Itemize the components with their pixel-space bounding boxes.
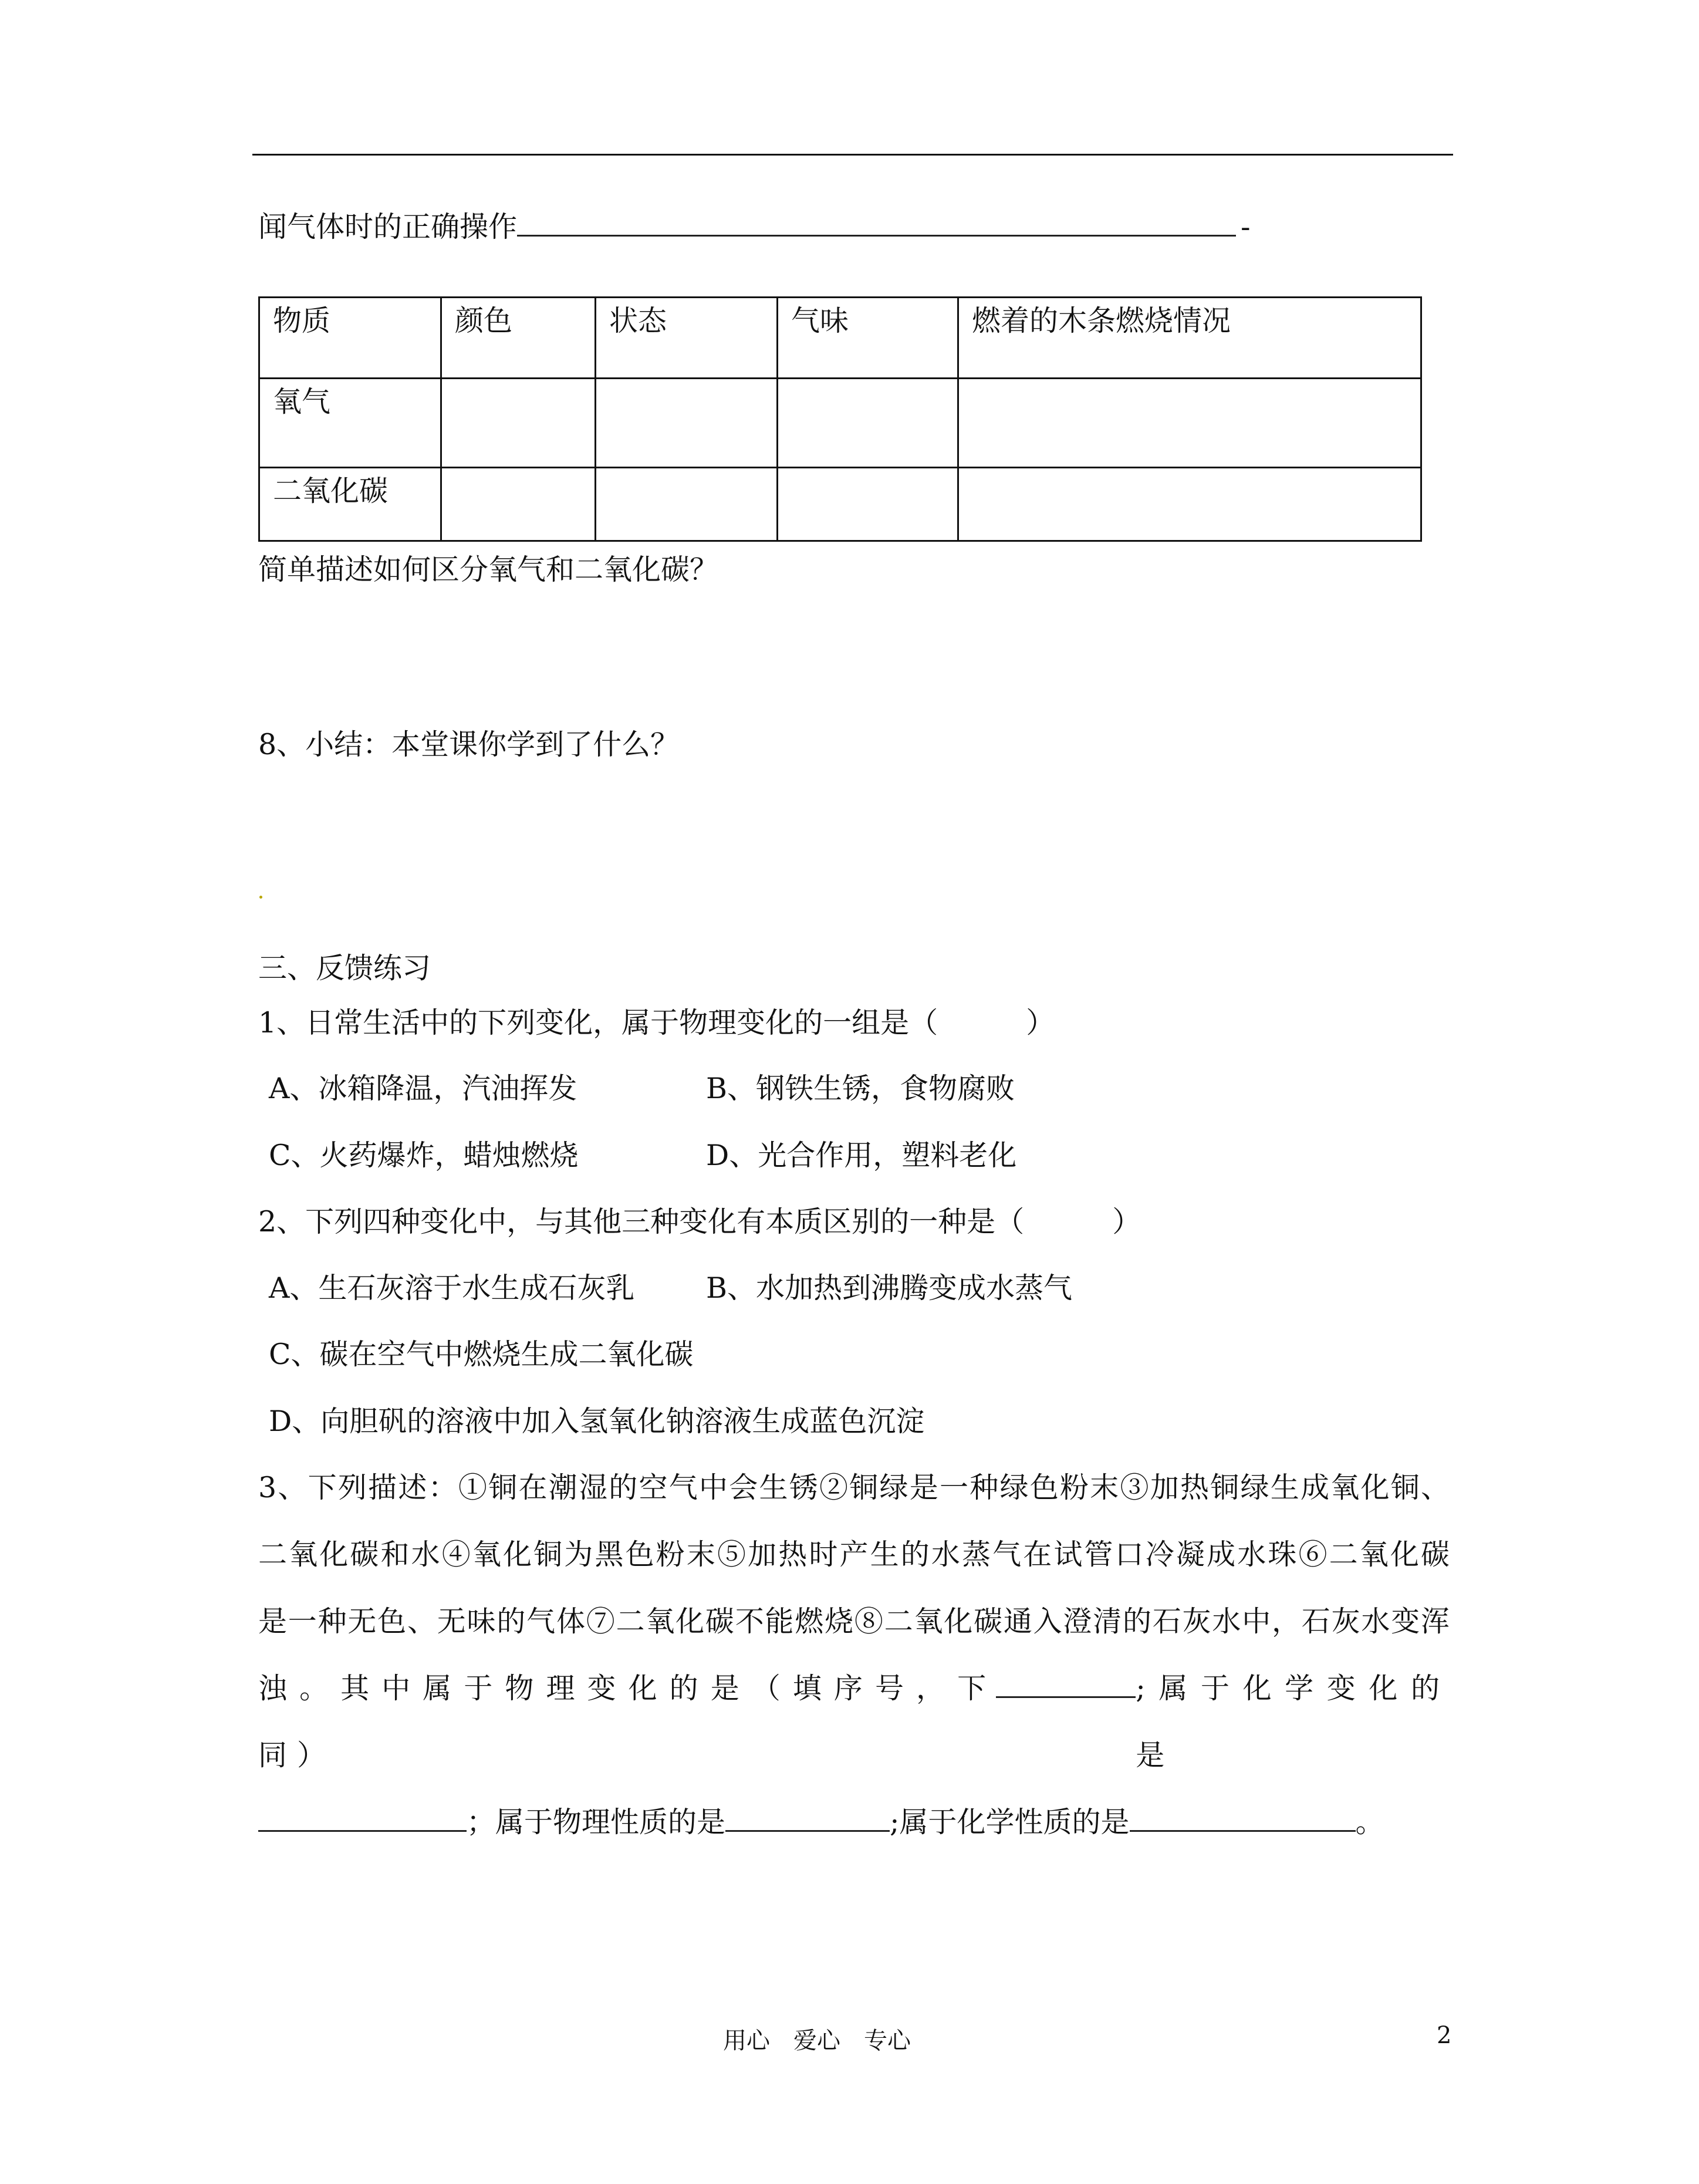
question-3-line (258, 1655, 1450, 1789)
question-3-text: ；属于物理性质的是 (467, 1805, 726, 1839)
question-3-line (258, 1789, 1450, 1856)
question-3 (258, 1454, 1450, 1856)
table-cell[interactable] (958, 468, 1421, 541)
table-header-row (259, 298, 1421, 379)
question-3-line: 3、下列描述：①铜在潮湿的空气中会生锈②铜绿是一种绿色粉末③加热铜绿生成氧化铜、 (258, 1471, 1450, 1504)
option: A、生石灰溶于水生成石灰乳 (269, 1271, 635, 1305)
table-cell[interactable] (441, 468, 596, 541)
table-cell: 氧气 (259, 379, 441, 468)
answer-blank-chemical-change[interactable] (258, 1807, 467, 1832)
page-number: 2 (1437, 2022, 1452, 2049)
question-1-stem (258, 1008, 1055, 1037)
table-header-cell: 物质 (259, 298, 441, 379)
question-3-text: ;属于化学变化的是 (1136, 1672, 1450, 1772)
gas-properties-table (258, 296, 1422, 542)
answer-blank[interactable] (517, 211, 1236, 237)
question-1-text: 1、日常生活中的下列变化，属于物理变化的一组是（ (258, 1006, 938, 1039)
table-cell[interactable] (958, 379, 1421, 468)
answer-blank-chemical-property[interactable] (1130, 1807, 1356, 1832)
header-rule (252, 154, 1453, 156)
table-header-cell: 状态 (596, 298, 778, 379)
smell-tail: - (1241, 210, 1251, 244)
table-cell[interactable] (441, 379, 596, 468)
table-cell[interactable] (596, 379, 778, 468)
table-header-cell: 燃着的木条燃烧情况 (958, 298, 1421, 379)
option: D、向胆矾的溶液中加入氢氧化钠溶液生成蓝色沉淀 (269, 1405, 925, 1438)
question-3-text: 浊。其中属于物理变化的是（填序号，下同） (258, 1672, 997, 1772)
table-cell[interactable] (778, 468, 958, 541)
table-header-cell: 气味 (778, 298, 958, 379)
option: C、碳在空气中燃烧生成二氧化碳 (269, 1338, 694, 1371)
option: C、火药爆炸，蜡烛燃烧 (269, 1139, 579, 1172)
option: A、冰箱降温，汽油挥发 (269, 1072, 577, 1105)
option: D、光合作用，塑料老化 (706, 1139, 1017, 1172)
question-1-close: ） (1026, 1006, 1055, 1039)
summary-question: 8、小结：本堂课你学到了什么？ (258, 728, 680, 761)
smell-question (258, 210, 1251, 244)
stray-mark (259, 896, 262, 899)
question-3-text: 。 (1355, 1805, 1384, 1839)
question-3-line: 二氧化碳和水④氧化铜为黑色粉末⑤加热时产生的水蒸气在试管口冷凝成水珠⑥二氧化碳 (258, 1538, 1450, 1571)
table-header-cell: 颜色 (441, 298, 596, 379)
question-3-line: 是一种无色、无味的气体⑦二氧化碳不能燃烧⑧二氧化碳通入澄清的石灰水中，石灰水变浑 (258, 1605, 1450, 1638)
option: B、钢铁生锈，食物腐败 (706, 1072, 1015, 1105)
question-3-text: ;属于化学性质的是 (890, 1805, 1130, 1839)
answer-blank-physical-change[interactable] (996, 1673, 1136, 1698)
table-row (259, 379, 1421, 468)
option: B、水加热到沸腾变成水蒸气 (706, 1271, 1073, 1305)
question-2-close: ） (1112, 1205, 1141, 1238)
table-cell[interactable] (778, 379, 958, 468)
table-cell[interactable] (596, 468, 778, 541)
table-cell: 二氧化碳 (259, 468, 441, 541)
smell-prompt: 闻气体时的正确操作 (258, 210, 518, 244)
answer-blank-physical-property[interactable] (725, 1807, 890, 1832)
section-title: 三、反馈练习 (258, 951, 431, 985)
footer-motto: 用心 爱心 专心 (723, 2027, 911, 2054)
table-row (259, 468, 1421, 541)
question-2-text: 2、下列四种变化中，与其他三种变化有本质区别的一种是（ (258, 1205, 1025, 1238)
question-2-stem (258, 1207, 1141, 1236)
distinguish-question: 简单描述如何区分氧气和二氧化碳？ (258, 553, 719, 586)
